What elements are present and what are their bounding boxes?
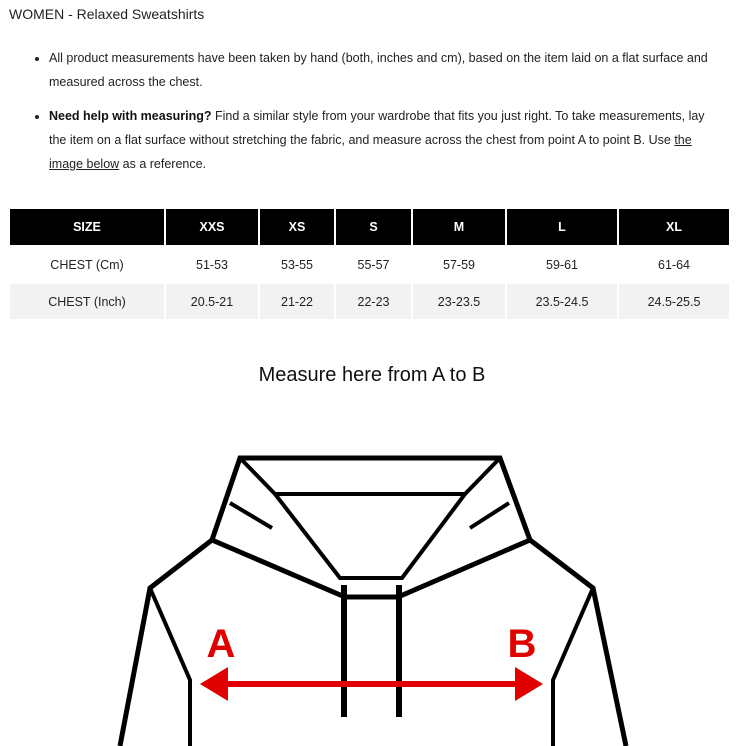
table-cell: 20.5-21 xyxy=(166,284,258,319)
chest-measure-arrow xyxy=(200,667,543,701)
point-b-label: B xyxy=(507,622,537,666)
hoodie-measurement-diagram xyxy=(0,400,737,746)
table-cell: 55-57 xyxy=(357,257,390,272)
row-label-chest-inch: CHEST (Inch) xyxy=(10,284,164,319)
sleeve-seam-right xyxy=(553,588,593,746)
table-cell: 24.5-25.5 xyxy=(619,284,729,319)
diagram-title: Measure here from A to B xyxy=(258,364,486,386)
table-cell: 21-22 xyxy=(260,284,334,319)
table-cell: 23.5-24.5 xyxy=(507,284,617,319)
note-measuring-help-text: Find a similar style from your wardrobe that fits you just right. To take measurements, lay the item on a flat surface without stretching the fabric, and measure across the chest from point A to point B. Use xyxy=(49,109,705,147)
page-title: WOMEN - Relaxed Sweatshirts xyxy=(9,6,205,22)
note-measurement-method xyxy=(49,46,724,94)
note-measuring-help-heading: Need help with measuring? xyxy=(49,109,212,123)
table-cell: 61-64 xyxy=(658,257,690,272)
arrow-head-left xyxy=(200,667,228,701)
note-measuring-help xyxy=(49,104,724,176)
header-xs: XS xyxy=(260,209,334,245)
table-cell: 51-53 xyxy=(196,257,228,272)
table-row xyxy=(10,284,729,319)
header-xxs: XXS xyxy=(166,209,258,245)
hood-inner-edge xyxy=(240,458,500,494)
reference-image-link[interactable]: the image below xyxy=(49,133,692,171)
neckline-outer xyxy=(212,540,530,597)
table-cell: 23-23.5 xyxy=(413,284,505,319)
header-xl: XL xyxy=(619,209,729,245)
size-chart-table xyxy=(8,207,731,321)
table-row xyxy=(10,247,729,282)
hoodie-outline xyxy=(120,458,626,746)
header-size: SIZE xyxy=(10,209,164,245)
table-cell: 57-59 xyxy=(443,257,475,272)
hood-fold-right xyxy=(470,503,509,528)
hood-fold-left xyxy=(230,503,272,528)
drawstrings xyxy=(344,585,399,717)
sleeve-seam-left xyxy=(150,588,190,746)
row-label-chest-cm: CHEST (Cm) xyxy=(50,257,124,272)
note-measurement-method-text: All product measurements have been taken by hand (both, inches and cm), based on the item laid on a flat surface and measured across the chest. xyxy=(49,51,708,89)
arrow-head-right xyxy=(515,667,543,701)
measurement-notes xyxy=(9,46,724,186)
header-l: L xyxy=(507,209,617,245)
table-cell: 59-61 xyxy=(546,257,578,272)
hoodie-body-outline xyxy=(120,458,626,746)
header-m: M xyxy=(413,209,505,245)
table-cell: 22-23 xyxy=(336,284,411,319)
header-s: S xyxy=(336,209,411,245)
size-header-row xyxy=(10,209,729,245)
table-cell: 53-55 xyxy=(281,257,313,272)
note-measuring-help-end: as a reference. xyxy=(119,157,207,171)
point-a-label: A xyxy=(206,622,236,666)
neckline-inner xyxy=(275,494,465,578)
